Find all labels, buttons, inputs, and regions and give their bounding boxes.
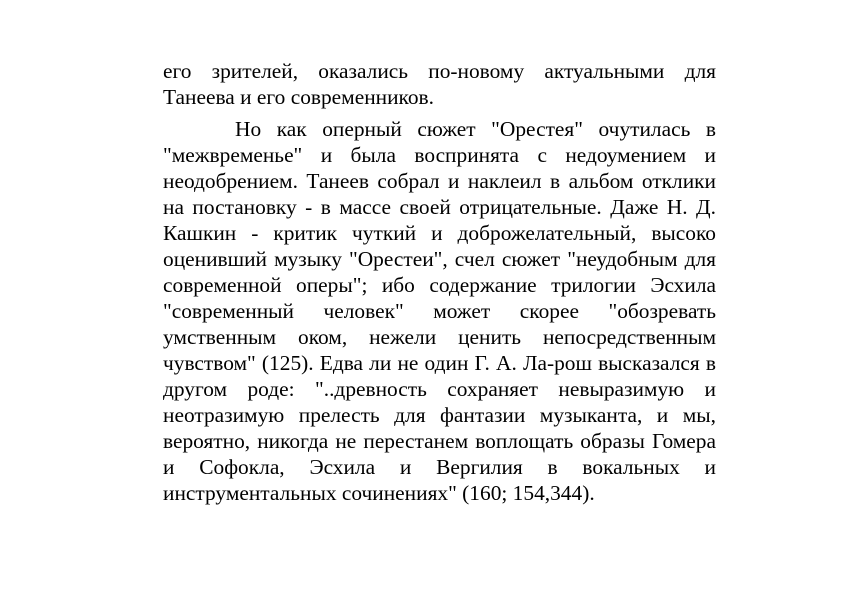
paragraph-continued: его зрителей, оказались по-новому актуальными для Танеева и его современников.: [163, 59, 716, 109]
paragraph-orestea: Но как оперный сюжет "Орестея" очутилась в "межвременье" и была воспринята с недоумением и неодобрением. Танеев собрал и наклеил в альбом отклики на постановку - в массе своей отрицательные. Даже Н. Д. Кашкин - критик чуткий и доброжелательный, высоко оценивший музыку "Орестеи", счел сюжет "неудобным для современной оперы"; ибо содержание трилогии Эсхила "современный человек" может скорее "обозревать умственным оком, нежели ценить непосредственным чувством" (125). Едва ли не один Г. А. Ла-рош высказался в другом роде: "..древность сохраняет невыразимую и неотразимую прелесть для фантазии музыканта, и мы, вероятно, никогда не перестанем воплощать образы Гомера и Софокла, Эсхила и Вергилия в вокальных и инструментальных сочинениях" (160; 154,344).: [163, 117, 716, 505]
body-text: [163, 58, 716, 506]
